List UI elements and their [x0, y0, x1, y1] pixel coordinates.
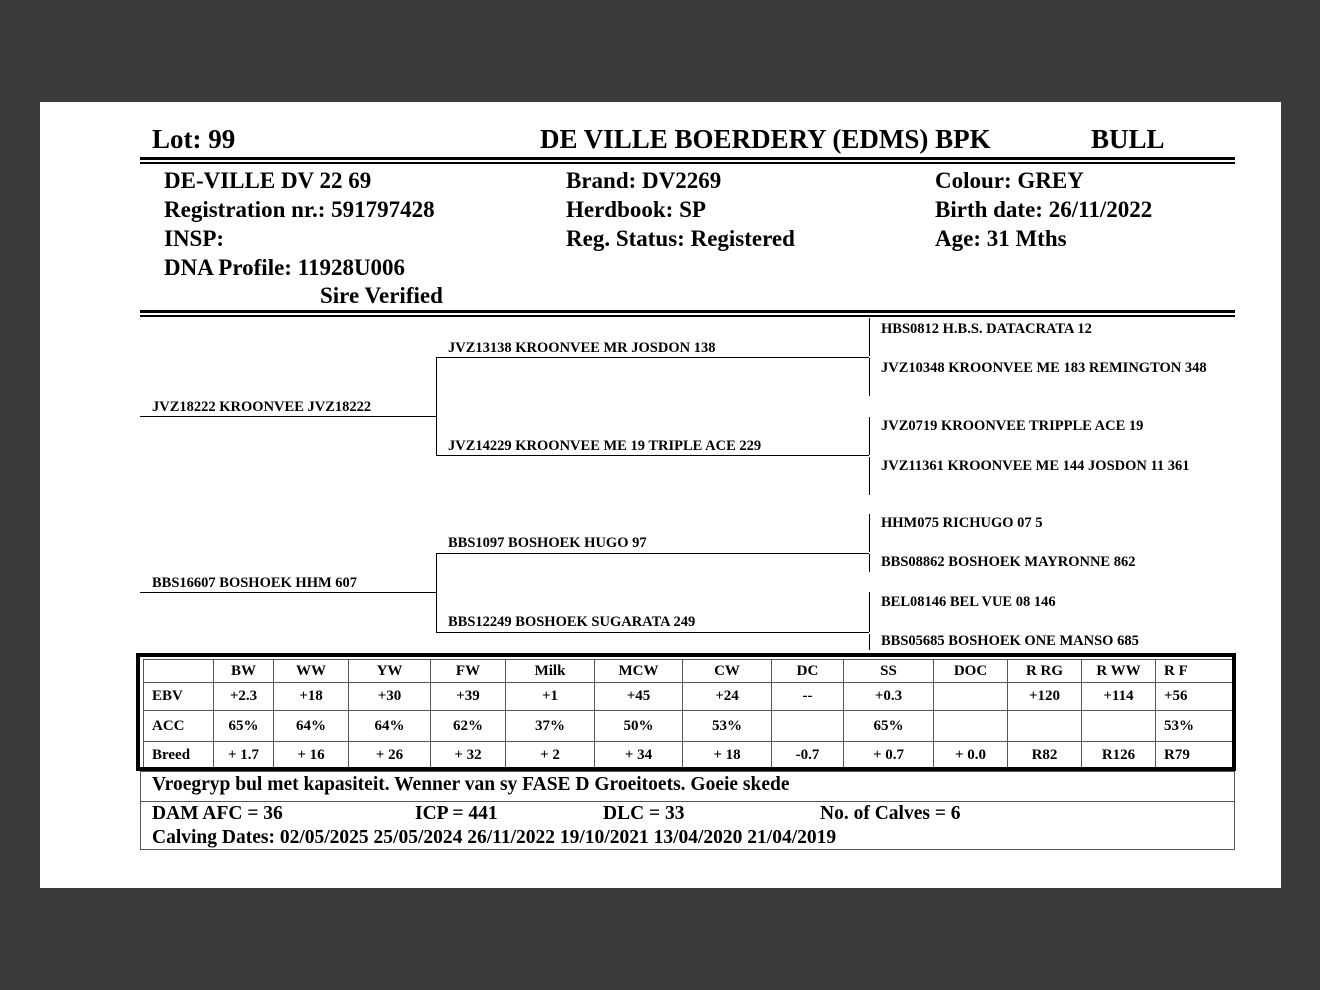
dam-sire-line — [436, 553, 869, 554]
comment-text: Vroegryp bul met kapasiteit. Wenner van sy FASE D Groeitoets. Goeie skede — [152, 774, 790, 795]
breed-cell: + 1.7 — [214, 742, 274, 770]
ebv-col-header: BW — [214, 660, 274, 683]
ebv-col-header: DC — [772, 660, 844, 683]
ebv-cell: +1 — [506, 683, 595, 711]
ebv-cell: +0.3 — [844, 683, 934, 711]
breed-cell: + 2 — [506, 742, 595, 770]
breed-cell: + 26 — [349, 742, 431, 770]
registration-number: Registration nr.: 591797428 — [164, 197, 435, 222]
breeder-name: DE VILLE BOERDERY (EDMS) BPK — [540, 124, 991, 154]
acc-cell: 37% — [506, 711, 595, 742]
acc-cell: 64% — [349, 711, 431, 742]
pedigree-sire: JVZ18222 KROONVEE JVZ18222 — [152, 399, 372, 415]
ggp-bracket-1b — [869, 358, 870, 396]
breed-cell: + 16 — [274, 742, 349, 770]
herdbook: Herdbook: SP — [566, 197, 706, 222]
acc-cell: 65% — [214, 711, 274, 742]
pedigree-dam: BBS16607 BOSHOEK HHM 607 — [152, 575, 358, 591]
header-rule-top — [140, 157, 1235, 160]
brand: Brand: DV2269 — [566, 168, 722, 193]
pedigree-dam-sire: BBS1097 BOSHOEK HUGO 97 — [448, 535, 647, 551]
dam-bracket — [436, 553, 437, 632]
pedigree-ggp-5: HHM075 RICHUGO 07 5 — [881, 515, 1043, 531]
animal-sex: BULL — [1091, 124, 1165, 154]
sale-catalogue-page — [40, 102, 1281, 888]
pedigree-ggp-4: JVZ11361 KROONVEE ME 144 JOSDON 11 361 — [881, 458, 1190, 474]
dam-afc: DAM AFC = 36 — [152, 803, 283, 824]
sire-sire-line — [436, 357, 869, 358]
ebv-col-header: R WW — [1082, 660, 1156, 683]
breed-cell: + 0.0 — [934, 742, 1008, 770]
animal-name: DE-VILLE DV 22 69 — [164, 168, 372, 193]
sire-dam-line — [436, 455, 869, 456]
dna-profile: DNA Profile: 11928U006 — [164, 255, 406, 280]
ebv-row-label: EBV — [144, 683, 214, 711]
breed-cell: + 0.7 — [844, 742, 934, 770]
pedigree-sire-sire: JVZ13138 KROONVEE MR JOSDON 138 — [448, 340, 716, 356]
dam-dam-line — [436, 632, 869, 633]
ggp-bracket-2b — [869, 457, 870, 495]
pedigree-sire-dam: JVZ14229 KROONVEE ME 19 TRIPLE ACE 229 — [448, 438, 762, 454]
pedigree-ggp-7: BEL08146 BEL VUE 08 146 — [881, 594, 1056, 610]
breed-cell: + 18 — [683, 742, 772, 770]
ggp-bracket-3a — [869, 514, 870, 552]
ebv-cell: +24 — [683, 683, 772, 711]
ebv-col-header: DOC — [934, 660, 1008, 683]
ebv-cell: +45 — [595, 683, 683, 711]
ebv-table-frame — [136, 653, 1236, 771]
ebv-cell: +2.3 — [214, 683, 274, 711]
ebv-col-header: R F — [1156, 660, 1233, 683]
breed-cell: R79 — [1156, 742, 1233, 770]
sire-verified: Sire Verified — [320, 283, 443, 308]
ebv-cell: +56 — [1156, 683, 1233, 711]
acc-cell: 53% — [1156, 711, 1233, 742]
insp-label: INSP: — [164, 226, 225, 251]
ebv-cell: -- — [772, 683, 844, 711]
pedigree-ggp-6: BBS08862 BOSHOEK MAYRONNE 862 — [881, 554, 1136, 570]
breed-cell: -0.7 — [772, 742, 844, 770]
acc-cell: 50% — [595, 711, 683, 742]
age: Age: 31 Mths — [935, 226, 1067, 251]
breed-cell: R82 — [1008, 742, 1082, 770]
ebv-cell: +114 — [1082, 683, 1156, 711]
sire-line — [140, 416, 437, 417]
ebv-col-header: MCW — [595, 660, 683, 683]
ebv-cell: +120 — [1008, 683, 1082, 711]
pedigree-ggp-2: JVZ10348 KROONVEE ME 183 REMINGTON 348 — [881, 360, 1207, 376]
lot-number: Lot: 99 — [152, 124, 236, 154]
ggp-bracket-4b — [869, 634, 870, 650]
ggp-bracket-1a — [869, 318, 870, 356]
dam-dlc: DLC = 33 — [603, 803, 685, 824]
ebv-col-header: YW — [349, 660, 431, 683]
ggp-bracket-4a — [869, 592, 870, 632]
breed-cell: + 32 — [431, 742, 506, 770]
ebv-col-header: FW — [431, 660, 506, 683]
ebv-col-header: Milk — [506, 660, 595, 683]
breed-cell: R126 — [1082, 742, 1156, 770]
acc-cell: 65% — [844, 711, 934, 742]
info-rule-top — [140, 310, 1235, 313]
colour: Colour: GREY — [935, 168, 1084, 193]
ebv-col-header: CW — [683, 660, 772, 683]
ebv-cell: +18 — [274, 683, 349, 711]
registration-status: Reg. Status: Registered — [566, 226, 795, 251]
acc-cell: 53% — [683, 711, 772, 742]
breed-cell: + 34 — [595, 742, 683, 770]
pedigree-ggp-8: BBS05685 BOSHOEK ONE MANSO 685 — [881, 633, 1139, 649]
ebv-col-header: SS — [844, 660, 934, 683]
ebv-cell: +39 — [431, 683, 506, 711]
dam-icp: ICP = 441 — [415, 803, 498, 824]
acc-row-label: ACC — [144, 711, 214, 742]
info-rule-bottom — [140, 315, 1235, 317]
ebv-cell: +30 — [349, 683, 431, 711]
birth-date: Birth date: 26/11/2022 — [935, 197, 1153, 222]
pedigree-dam-dam: BBS12249 BOSHOEK SUGARATA 249 — [448, 614, 696, 630]
ebv-col-header: WW — [274, 660, 349, 683]
breed-row-label: Breed — [144, 742, 214, 770]
header-rule-bottom — [140, 162, 1235, 164]
pedigree-ggp-1: HBS0812 H.B.S. DATACRATA 12 — [881, 321, 1092, 337]
sire-bracket — [436, 357, 437, 456]
dam-line — [140, 592, 437, 593]
ggp-bracket-2a — [869, 417, 870, 455]
ggp-bracket-3b — [869, 554, 870, 572]
ebv-col-header: R RG — [1008, 660, 1082, 683]
calving-dates: Calving Dates: 02/05/2025 25/05/2024 26/11/2022 19/10/2021 13/04/2020 21/04/2019 — [152, 827, 837, 848]
acc-cell: 64% — [274, 711, 349, 742]
dam-calves: No. of Calves = 6 — [820, 803, 961, 824]
acc-cell: 62% — [431, 711, 506, 742]
pedigree-ggp-3: JVZ0719 KROONVEE TRIPPLE ACE 19 — [881, 418, 1144, 434]
